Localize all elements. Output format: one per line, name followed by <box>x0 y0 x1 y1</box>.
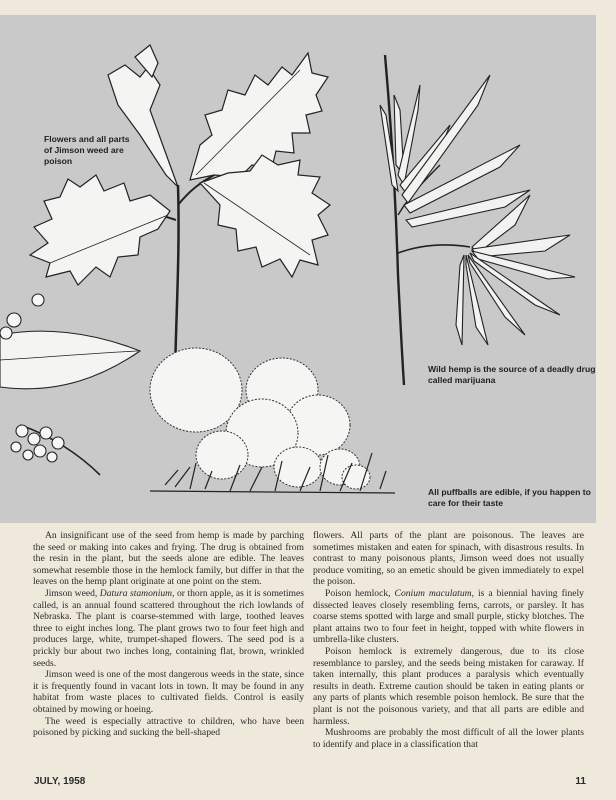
wild-hemp-drawing <box>380 55 575 385</box>
issue-date: JULY, 1958 <box>34 776 86 787</box>
botanical-illustration <box>0 15 596 523</box>
paragraph: Jimson weed is one of the most dangerous weeds in the state, since it is frequently found in vacant lots in town. It may be found in any habitat from waste places to cultivated fields. Control is easily obtained by mowing or hoeing. <box>33 669 304 715</box>
paragraph: An insignificant use of the seed from hemp is made by parching the seed or making into cakes and frying. The drug is obtained from the resin in the plant, but the seeds alone are edible. The leaves somewhat resemble those in the hemlock family, but differ in that the leaves on the hemp plant originate at one point on the stem. <box>33 530 304 588</box>
page-number: 11 <box>575 776 586 787</box>
article-column-right <box>313 530 584 750</box>
paragraph: Poison hemlock, Conium maculatum, is a biennial having finely dissected leaves closely resembling ferns, carrots, or parsley. It has coarse stems spotted with large and small purple, sticky blotches. The plant attains two to four feet in height, topped with white flowers in umbrella-like clusters. <box>313 587 584 646</box>
hemp-caption: Wild hemp is the source of a deadly drug called marijuana <box>428 364 596 385</box>
jimson-weed-drawing <box>30 45 330 375</box>
scientific-name: Conium maculatum <box>394 587 472 599</box>
paragraph: Poison hemlock is extremely dangerous, due to its close resemblance to parsley, and the seeds being mistaken for caraway. If taken internally, this plant produces a paralysis which eventually results in death. Extreme caution should be taken in eating plants or any parts of plants which resemble poison hemlock. Be sure that the plant is not the poisonous variety, and that all parts are edible and harmless. <box>313 645 584 727</box>
paragraph: flowers. All parts of the plant are poisonous. The leaves are sometimes mistaken and eaten for spinach, with disastrous results. In contrast to many poisonous plants, Jimson weed does not usually produce vomiting, so an emetic should be given immediately to expel the poison. <box>313 530 584 588</box>
puffball-caption: All puffballs are edible, if you happen to care for their taste <box>428 487 591 508</box>
paragraph: Mushrooms are probably the most difficult of all the lower plants to identify and place in a classification that <box>313 727 584 750</box>
paragraph: The weed is especially attractive to children, who have been poisoned by picking and sucking the bell-shaped <box>33 715 304 739</box>
puffballs-drawing <box>150 348 370 489</box>
illustration-panel <box>0 15 596 523</box>
article-column-left <box>33 530 304 739</box>
berry-branch-drawing <box>0 294 140 475</box>
jimson-caption: Flowers and all parts of Jimson weed are poison <box>44 134 130 166</box>
scientific-name: Datura stamonium <box>99 587 173 599</box>
paragraph: Jimson weed, Datura stamonium, or thorn apple, as it is sometimes called, is an annual found scattered throughout the rich lowlands of Nebraska. The plant is coarse-stemmed with large, toothed leaves three to eight inches long. The plant grows two to four feet high and produces large, white, trumpet-shaped flowers. The seed pod is a prickly bur about two inches long, containing flat, brown, wrinkled seeds. <box>33 587 304 669</box>
